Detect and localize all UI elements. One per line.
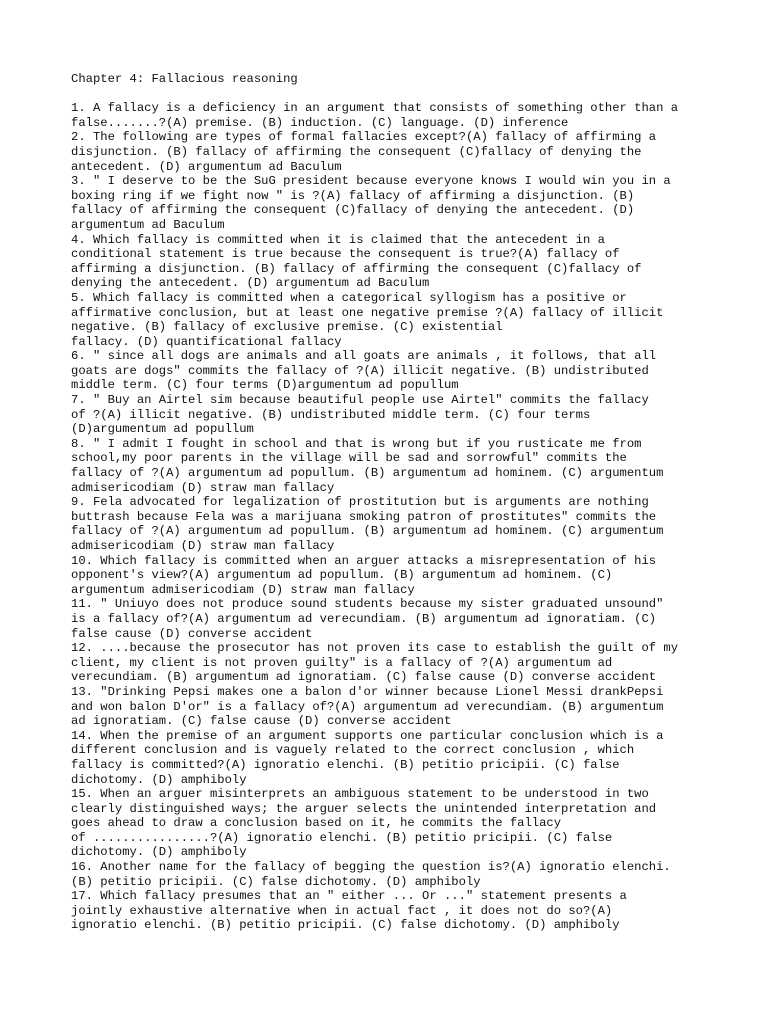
question-text-line: (B) petitio pricipii. (C) false dichotomy. (D) amphiboly <box>71 874 481 889</box>
question-text-line: middle term. (C) four terms (D)argumentum ad popullum <box>71 378 459 393</box>
document-title: Chapter 4: Fallacious reasoning <box>71 72 298 86</box>
question-text-line: argumentum admisericodiam (D) straw man fallacy <box>71 582 415 597</box>
question-text-line: 5. Which fallacy is committed when a categorical syllogism has a positive or <box>71 290 627 305</box>
question-item <box>71 554 731 598</box>
question-text-line: 3. " I deserve to be the SuG president because everyone knows I would win you in a <box>71 174 671 189</box>
question-item <box>71 437 731 495</box>
question-list <box>71 101 731 933</box>
question-item <box>71 685 731 729</box>
question-text-line: of ?(A) illicit negative. (B) undistributed middle term. (C) four terms <box>71 407 591 422</box>
question-item <box>71 291 731 349</box>
question-text-line: 14. When the premise of an argument supports one particular conclusion which is a <box>71 728 664 743</box>
question-text-line: school,my poor parents in the village will be sad and sorrowful" commits the <box>71 451 627 466</box>
question-text-line: ad ignoratiam. (C) false cause (D) converse accident <box>71 714 452 729</box>
question-text-line: conditional statement is true because the consequent is true?(A) fallacy of <box>71 247 620 262</box>
question-text-line: 1. A fallacy is a deficiency in an argument that consists of something other than a <box>71 101 679 116</box>
question-text-line: ignoratio elenchi. (B) petitio pricipii. (C) false dichotomy. (D) amphiboly <box>71 918 620 933</box>
question-text-line: different conclusion and is vaguely related to the correct conclusion , which <box>71 743 635 758</box>
question-text-line: 12. ....because the prosecutor has not proven its case to establish the guilt of my <box>71 641 679 656</box>
question-item <box>71 174 731 232</box>
question-text-line: fallacy of ?(A) argumentum ad popullum. (B) argumentum ad hominem. (C) argumentum <box>71 524 664 539</box>
question-item <box>71 233 731 291</box>
question-text-line: jointly exhaustive alternative when in actual fact , it does not do so?(A) <box>71 903 613 918</box>
question-text-line: client, my client is not proven guilty" is a fallacy of ?(A) argumentum ad <box>71 655 613 670</box>
question-text-line: 10. Which fallacy is committed when an arguer attacks a misrepresentation of his <box>71 553 657 568</box>
question-text-line: boxing ring if we fight now " is ?(A) fallacy of affirming a disjunction. (B) <box>71 188 635 203</box>
question-text-line: 15. When an arguer misinterprets an ambiguous statement to be understood in two <box>71 787 649 802</box>
question-item <box>71 787 731 860</box>
question-text-line: affirming a disjunction. (B) fallacy of affirming the consequent (C)fallacy of <box>71 261 642 276</box>
question-text-line: fallacy. (D) quantificational fallacy <box>71 334 342 349</box>
question-text-line: 8. " I admit I fought in school and that is wrong but if you rusticate me from <box>71 436 642 451</box>
question-text-line: and won balon D'or" is a fallacy of?(A) argumentum ad verecundiam. (B) argumentum <box>71 699 664 714</box>
question-text-line: fallacy of affirming the consequent (C)fallacy of denying the antecedent. (D) <box>71 203 635 218</box>
question-item <box>71 101 731 130</box>
question-text-line: 16. Another name for the fallacy of begging the question is?(A) ignoratio elenchi. <box>71 860 671 875</box>
question-text-line: goats are dogs" commits the fallacy of ?(A) illicit negative. (B) undistributed <box>71 363 649 378</box>
question-text-line: fallacy of ?(A) argumentum ad popullum. (B) argumentum ad hominem. (C) argumentum <box>71 466 664 481</box>
question-item <box>71 349 731 393</box>
question-text-line: 13. "Drinking Pepsi makes one a balon d'or winner because Lionel Messi drankPepsi <box>71 684 664 699</box>
question-item <box>71 495 731 553</box>
question-text-line: argumentum ad Baculum <box>71 217 225 232</box>
question-text-line: denying the antecedent. (D) argumentum ad Baculum <box>71 276 430 291</box>
question-text-line: goes ahead to draw a conclusion based on it, he commits the fallacy <box>71 816 562 831</box>
question-text-line: 6. " since all dogs are animals and all goats are animals , it follows, that all <box>71 349 657 364</box>
document-page <box>71 72 731 933</box>
question-item <box>71 130 731 174</box>
question-text-line: false.......?(A) premise. (B) induction. (C) language. (D) inference <box>71 115 569 130</box>
question-text-line: opponent's view?(A) argumentum ad popullum. (B) argumentum ad hominem. (C) <box>71 568 613 583</box>
question-text-line: buttrash because Fela was a marijuana smoking patron of prostitutes" commits the <box>71 509 657 524</box>
question-text-line: 9. Fela advocated for legalization of prostitution but is arguments are nothing <box>71 495 649 510</box>
question-text-line: admisericodiam (D) straw man fallacy <box>71 480 335 495</box>
question-text-line: (D)argumentum ad popullum <box>71 422 254 437</box>
question-text-line: negative. (B) fallacy of exclusive premise. (C) existential <box>71 320 503 335</box>
question-text-line: false cause (D) converse accident <box>71 626 313 641</box>
question-item <box>71 597 731 641</box>
question-text-line: 4. Which fallacy is committed when it is claimed that the antecedent in a <box>71 232 605 247</box>
question-text-line: affirmative conclusion, but at least one negative premise ?(A) fallacy of illicit <box>71 305 664 320</box>
question-text-line: 17. Which fallacy presumes that an " either ... Or ..." statement presents a <box>71 889 627 904</box>
question-text-line: is a fallacy of?(A) argumentum ad verecundiam. (B) argumentum ad ignoratiam. (C) <box>71 611 657 626</box>
question-text-line: dichotomy. (D) amphiboly <box>71 772 247 787</box>
question-text-line: clearly distinguished ways; the arguer selects the unintended interpretation and <box>71 801 657 816</box>
question-item <box>71 393 731 437</box>
question-item <box>71 729 731 787</box>
question-text-line: of ................?(A) ignoratio elenchi. (B) petitio pricipii. (C) false <box>71 830 613 845</box>
question-text-line: verecundiam. (B) argumentum ad ignoratiam. (C) false cause (D) converse accident <box>71 670 657 685</box>
question-text-line: dichotomy. (D) amphiboly <box>71 845 247 860</box>
question-item <box>71 889 731 933</box>
question-text-line: fallacy is committed?(A) ignoratio elenchi. (B) petitio pricipii. (C) false <box>71 757 620 772</box>
question-text-line: 2. The following are types of formal fallacies except?(A) fallacy of affirming a <box>71 130 657 145</box>
question-text-line: admisericodiam (D) straw man fallacy <box>71 539 335 553</box>
question-text-line: 7. " Buy an Airtel sim because beautiful people use Airtel" commits the fallacy <box>71 393 649 408</box>
question-item <box>71 860 731 889</box>
question-text-line: 11. " Uniuyo does not produce sound students because my sister graduated unsound" <box>71 597 664 612</box>
question-text-line: antecedent. (D) argumentum ad Baculum <box>71 159 342 174</box>
question-text-line: disjunction. (B) fallacy of affirming the consequent (C)fallacy of denying the <box>71 144 642 159</box>
question-item <box>71 641 731 685</box>
